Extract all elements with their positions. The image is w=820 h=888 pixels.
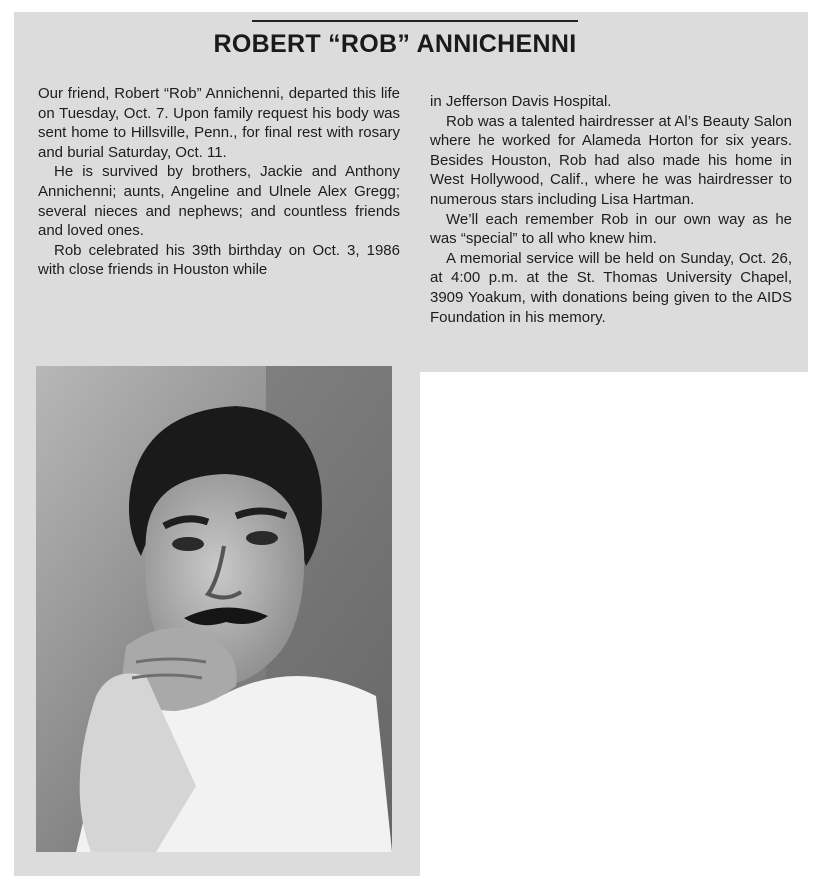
paragraph-remember: We’ll each remember Rob in our own way as he was “special” to all who knew him. [430,210,792,248]
portrait-photo [36,366,392,852]
paragraph-memorial: A memorial service will be held on Sunday, Oct. 26, at 4:00 p.m. at the St. Thomas University Chapel, 3909 Yoakum, with donations being given to the AIDS Foundation in his memory. [430,249,792,326]
paragraph-intro: Our friend, Robert “Rob” Annichenni, departed this life on Tuesday, Oct. 7. Upon family request his body was sent home to Hillsville, Penn., for final rest with rosary and burial Saturday, Oct. 11. [38,85,400,161]
column-right [430,92,792,327]
obituary-headline: ROBERT “ROB” ANNICHENNI [213,30,577,58]
paragraph-hospital: in Jefferson Davis Hospital. [430,93,612,110]
paragraph-survivors: He is survived by brothers, Jackie and Anthony Annichenni; aunts, Angeline and Ulnele Alex Gregg; several nieces and nephews; and countless friends and loved ones. [38,163,400,240]
paragraph-career: Rob was a talented hairdresser at Al’s Beauty Salon where he worked for Alameda Horton for six years. Besides Houston, Rob had also made his home in West Hollywood, Calif., where he was hairdresser to numerous stars including Lisa Hartman. [430,112,792,208]
column-left [38,84,400,280]
headline-rule [252,20,578,22]
paragraph-birthday: Rob celebrated his 39th birthday on Oct. 3, 1986 with close friends in Houston while [38,241,400,279]
portrait-illustration [36,366,392,852]
